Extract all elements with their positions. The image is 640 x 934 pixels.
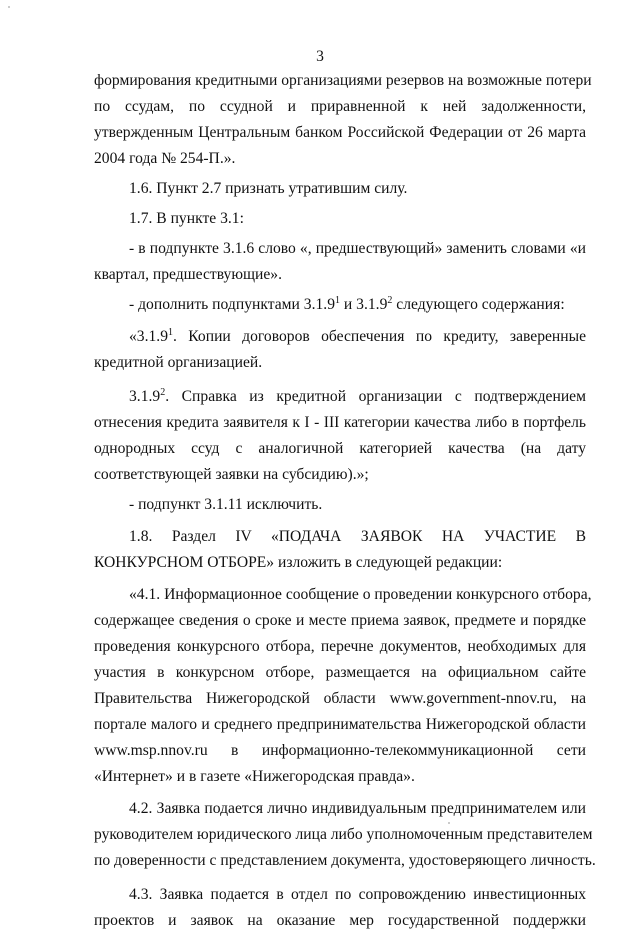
scan-speck [448, 822, 450, 824]
paragraph-3-1-9-1 [94, 324, 586, 376]
text-line: 4.2. Заявка подается лично индивидуальным предпринимателем или [129, 800, 586, 817]
text-line: «3.1.9$^1$. Копии договоров обеспечения по кредиту, заверенные [129, 326, 587, 345]
text-line: портале малого и среднего предпринимательства Нижегородской области [94, 716, 586, 733]
paragraph-4-3 [94, 882, 586, 934]
text-line: соответствующей заявки на субсидию).»; [94, 466, 369, 483]
paragraph-3-1-9-2 [94, 384, 586, 488]
paragraph-continuation [94, 68, 592, 172]
text-line: утвержденным Центральным банком Российской Федерации от 26 марта [94, 124, 586, 141]
document-body [94, 68, 596, 934]
text-line: 1.8. Раздел IV «ПОДАЧА ЗАЯВОК НА УЧАСТИЕ В [129, 528, 586, 545]
text-line: «Интернет» и в газете «Нижегородская правда». [94, 768, 415, 785]
paragraph-1-7-exclude [94, 492, 586, 518]
paragraph-4-1 [94, 582, 592, 790]
text-line: отнесения кредита заявителя к I - III категории качества либо в портфель [94, 414, 586, 431]
text-line: 3.1.9$^2$. Справка из кредитной организации с подтверждением [129, 386, 586, 405]
paragraph-1-8 [94, 524, 586, 576]
text-line: 2004 года № 254-П.». [94, 150, 236, 167]
scan-speck [8, 6, 10, 8]
paragraph-1-6 [94, 176, 586, 202]
text-line: руководителем юридического лица либо уполномоченным представителем [94, 826, 593, 843]
paragraph-1-7 [94, 206, 586, 232]
text-line: квартал, предшествующие». [94, 266, 282, 283]
text-line: «4.1. Информационное сообщение о проведении конкурсного отбора, [129, 586, 592, 603]
text-line: www.msp.nnov.ru в информационно-телекоммуникационной сети [94, 742, 586, 759]
text-line: проектов и заявок на оказание мер государственной поддержки [94, 912, 586, 929]
paragraph-1-7-replace [94, 236, 586, 288]
text-line: 4.3. Заявка подается в отдел по сопровождению инвестиционных [129, 886, 586, 903]
page-number: 3 [316, 48, 324, 65]
text-line: КОНКУРСНОМ ОТБОРЕ» изложить в следующей редакции: [94, 554, 503, 571]
text-line: Правительства Нижегородской области www.government-nnov.ru, на [94, 690, 586, 707]
text-line: - в подпункте 3.1.6 слово «, предшествующий» заменить словами «и [129, 240, 586, 257]
text-line: 1.7. В пункте 3.1: [129, 210, 244, 227]
text-line: - дополнить подпунктами 3.1.9$^1$ и 3.1.9$^2$ следующего содержания: [129, 294, 565, 313]
text-line: участия в конкурсном отборе, размещается на официальном сайте [94, 664, 586, 681]
text-line: кредитной организацией. [94, 354, 263, 371]
text-line: однородных ссуд с аналогичной категорией качества (на дату [94, 440, 586, 457]
paragraph-1-7-add [94, 292, 586, 318]
text-line: содержащее сведения о сроке и месте приема заявок, предмете и порядке [94, 612, 586, 629]
text-line: - подпункт 3.1.11 исключить. [129, 496, 323, 513]
text-line: формирования кредитными организациями резервов на возможные потери [94, 72, 592, 89]
text-line: 1.6. Пункт 2.7 признать утратившим силу. [129, 180, 408, 197]
text-line: проведения конкурсного отбора, перечне документов, необходимых для [94, 638, 586, 655]
text-line: по ссудам, по ссудной и приравненной к ней задолженности, [94, 98, 586, 115]
text-line: по доверенности с представлением документа, удостоверяющего личность. [94, 852, 596, 869]
paragraph-4-2 [94, 796, 596, 874]
